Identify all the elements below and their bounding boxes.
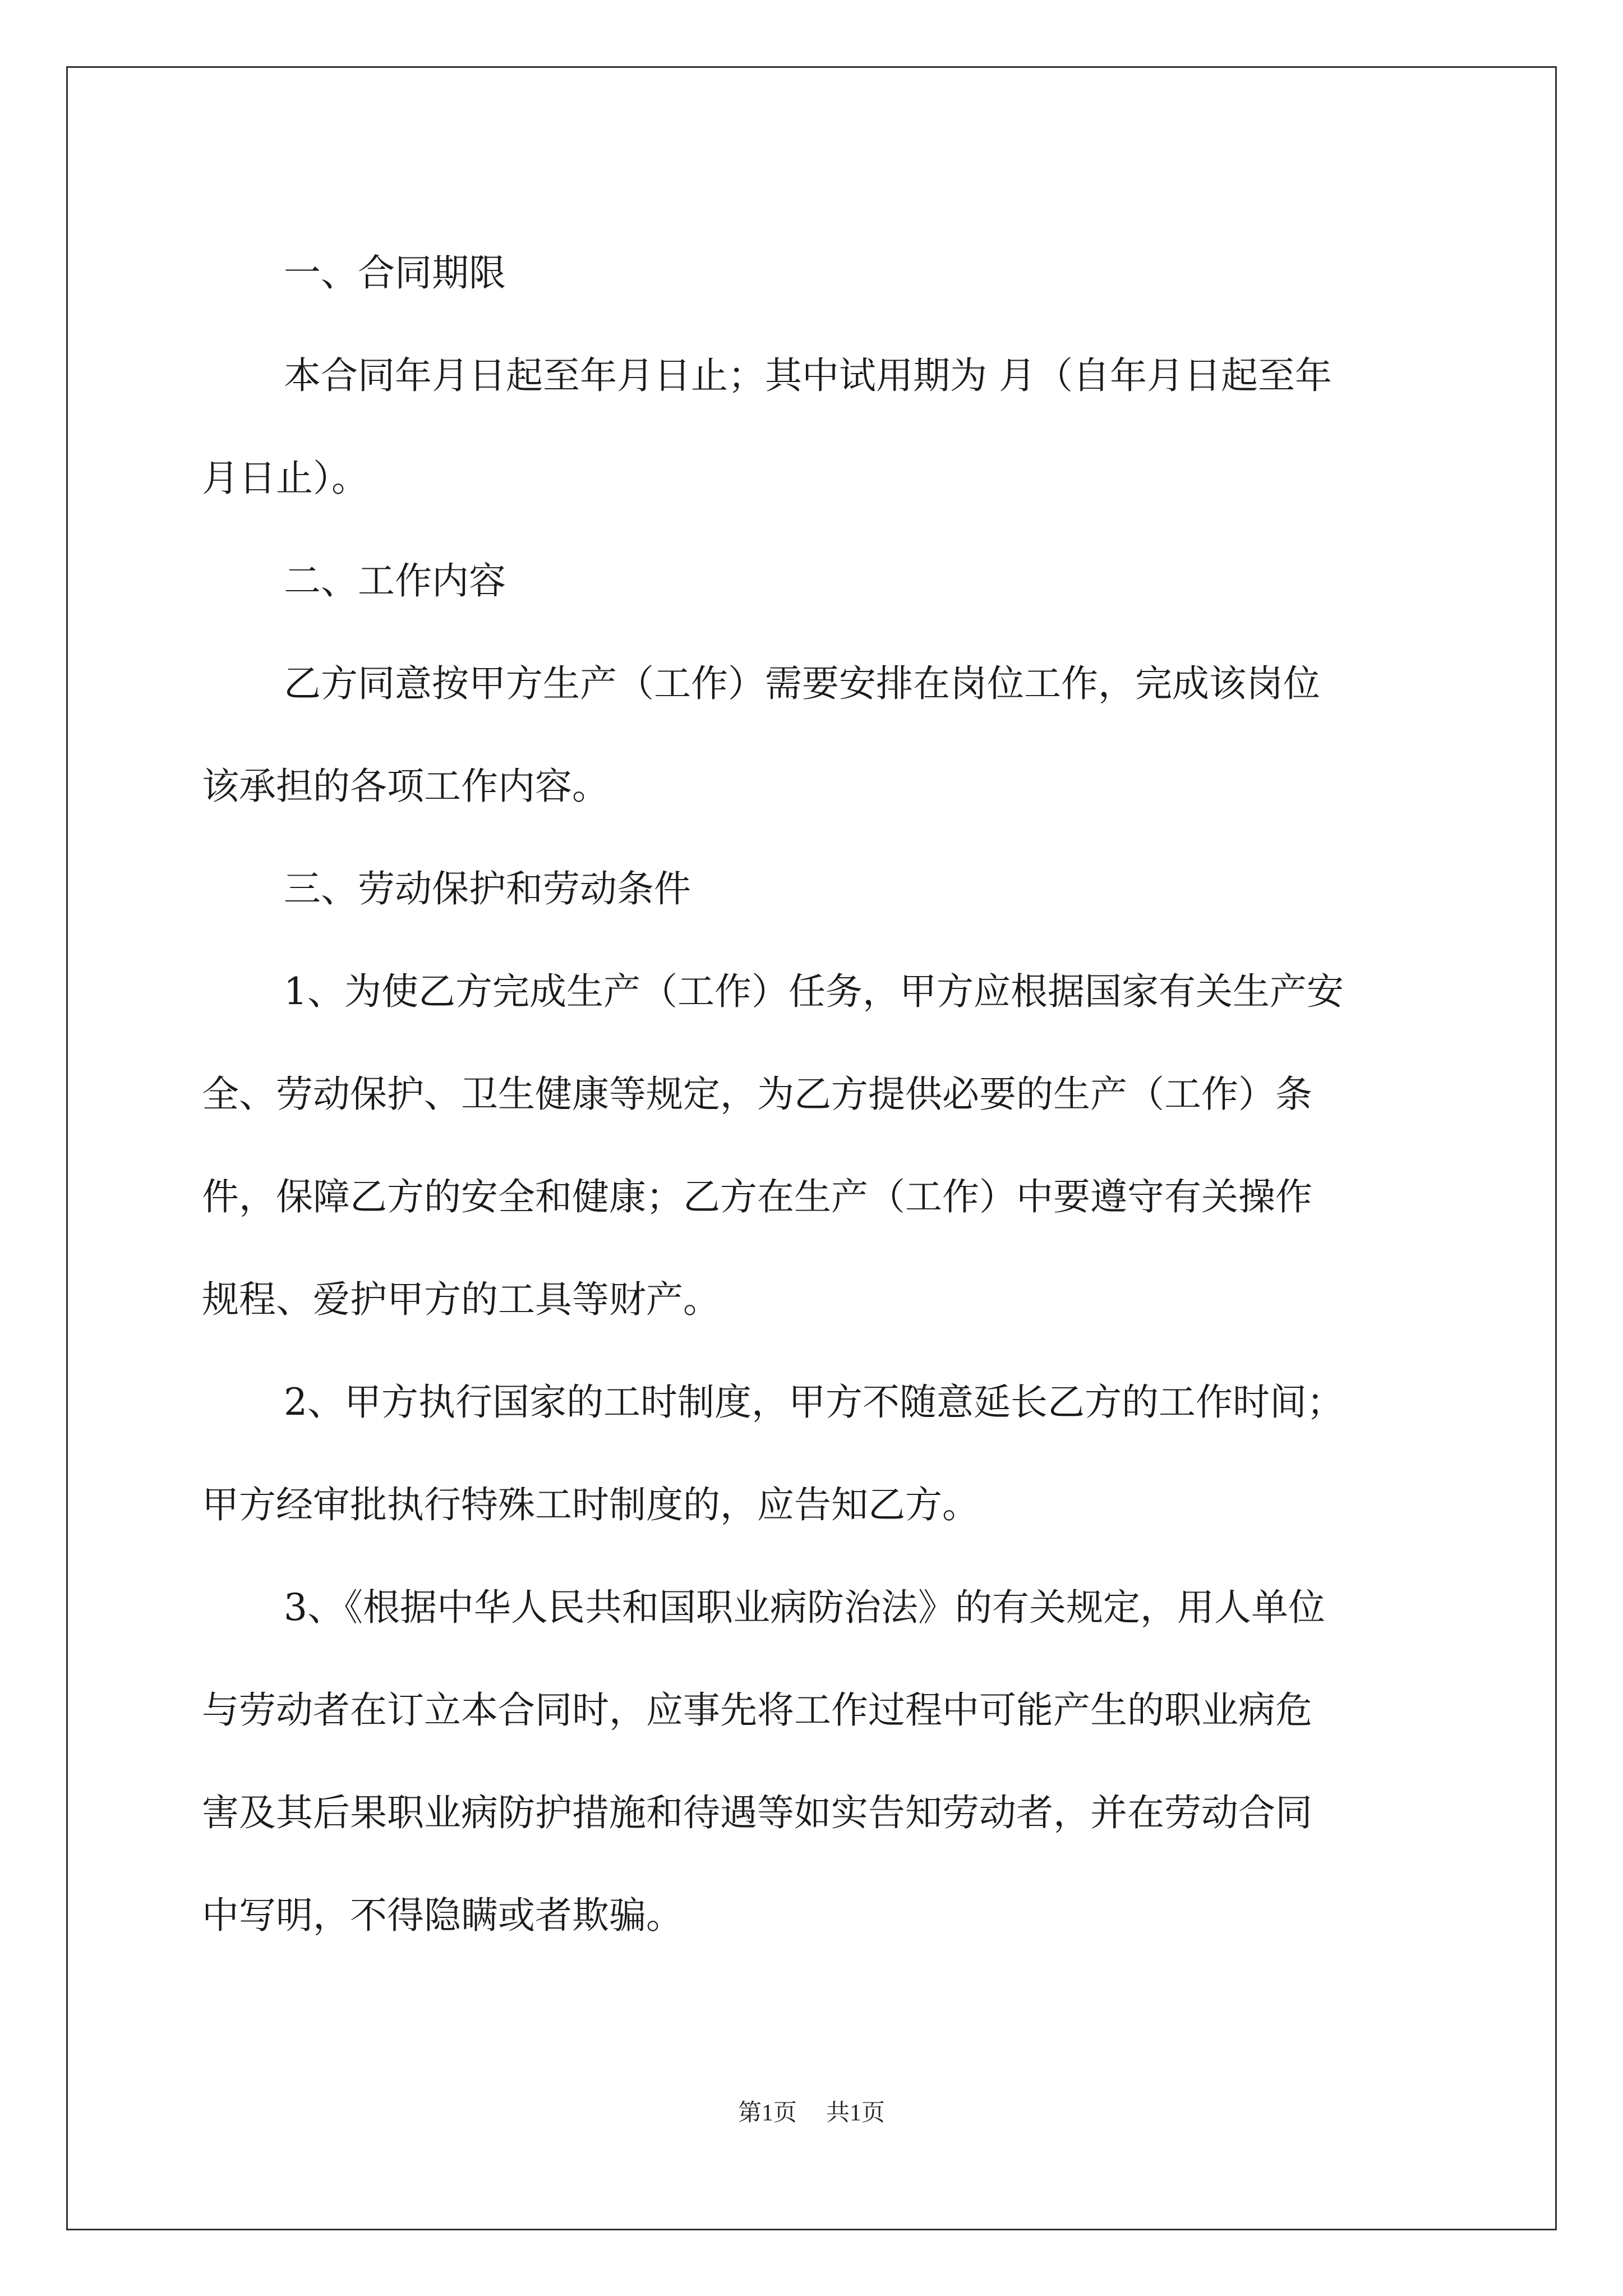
text-line: 三、劳动保护和劳动条件 (284, 867, 691, 910)
page-footer (0, 2096, 1623, 2130)
text-line: 害及其后果职业病防护措施和待遇等如实告知劳动者，并在劳动合同 (202, 1791, 1312, 1834)
text-line: 该承担的各项工作内容。 (202, 765, 609, 808)
page-number-total: 共1页 (826, 2100, 886, 2126)
text-line: 与劳动者在订立本合同时，应事先将工作过程中可能产生的职业病危 (202, 1688, 1312, 1732)
page-number-current: 第1页 (737, 2100, 797, 2126)
text-line: 件，保障乙方的安全和健康；乙方在生产（工作）中要遵守有关操作 (202, 1175, 1312, 1218)
paragraph (202, 940, 1430, 1351)
text-line: 二、工作内容 (284, 559, 506, 602)
text-line: 中写明，不得隐瞒或者欺骗。 (202, 1894, 683, 1937)
text-line: 全、劳动保护、卫生健康等规定，为乙方提供必要的生产（工作）条 (202, 1073, 1312, 1116)
text-line: 1、为使乙方完成生产（工作）任务，甲方应根据国家有关生产安 (284, 970, 1344, 1013)
paragraph (202, 1351, 1430, 1556)
text-line: 规程、爱护甲方的工具等财产。 (202, 1278, 720, 1321)
paragraph (202, 324, 1430, 530)
text-line: 月日止）。 (202, 457, 368, 500)
paragraph (202, 632, 1430, 838)
text-line: 一、合同期限 (284, 251, 506, 295)
text-line: 甲方经审批执行特殊工时制度的，应告知乙方。 (202, 1483, 979, 1526)
text-line: 乙方同意按甲方生产（工作）需要安排在岗位工作，完成该岗位 (284, 662, 1320, 705)
paragraph (202, 530, 1430, 632)
paragraph (202, 838, 1430, 940)
text-line: 本合同年月日起至年月日止；其中试用期为 月（自年月日起至年 (284, 354, 1332, 397)
text-line: 2、甲方执行国家的工时制度，甲方不随意延长乙方的工作时间； (284, 1381, 1344, 1424)
paragraph (202, 1556, 1430, 1967)
paragraph (202, 222, 1430, 324)
document-body (202, 222, 1430, 1967)
text-line: 3、《根据中华人民共和国职业病防治法》的有关规定，用人单位 (284, 1586, 1325, 1629)
